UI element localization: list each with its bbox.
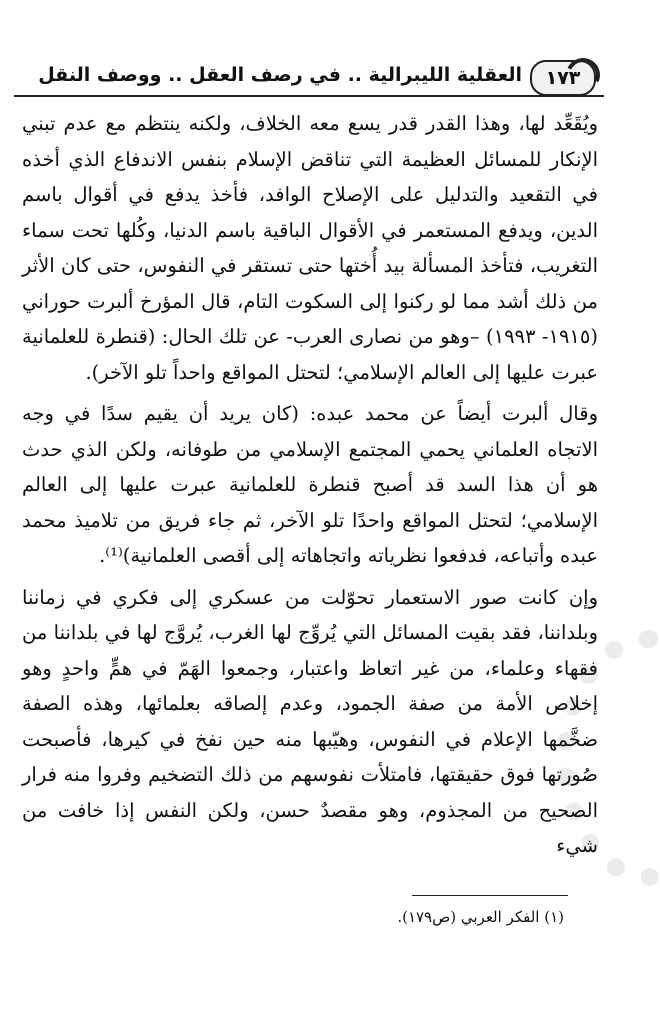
header-divider	[14, 95, 604, 97]
running-title: العقلية الليبرالية .. في رصف العقل .. ووصف النقل	[38, 64, 522, 86]
paragraph: ويُقَعِّد لها، وهذا القدر قدر يسع معه الخلاف، ولكنه ينتظم مع عدم تبني الإنكار للمسائل العظيمة التي تناقض الإسلام بنفس الاندفاع الذي أخذه في التقعيد والتدليل على الإصلاح الوافد، فأخذ يدفع في أقوال باسم الدين، ويدفع المستعمر في الأقوال الباقية باسم الدنيا، وكُلها تحت سماء التغريب، فتأخذ المسألة بيد أُختها حتى تستقر في النفوس، حتى كان الأثر من ذلك أشد مما لو ركنوا إلى السكوت التام، قال المؤرخ ألبرت حوراني (١٩١٥- ١٩٩٣) –وهو من نصارى العرب- عن تلك الحال: (قنطرة للعلمانية عبرت عليها إلى العالم الإسلامي؛ لتحتل المواقع واحداً تلو الآخر).	[22, 112, 598, 384]
paragraph: وقال ألبرت أيضاً عن محمد عبده: (كان يريد أن يقيم سدًا في وجه الاتجاه العلماني يحمي المجتمع الإسلامي من طوفانه، ولكن الذي حدث هو أن هذا السد قد أصبح قنطرة للعلمانية عبرت عليها إلى العالم الإسلامي؛ لتحتل المواقع واحدًا تلو الآخر، ثم جاء فريق من تلاميذ محمد عبده وأتباعه، فدفعوا نظرياته واتجاهاته إلى أقصى العلمانية)⁽¹⁾.	[22, 402, 598, 567]
footnote: (١) الفكر العربي (ص١٧٩).	[397, 908, 564, 926]
page-header	[14, 58, 604, 98]
footnote-divider	[412, 895, 568, 896]
page-number: ١٧٣	[545, 67, 581, 89]
paragraph: وإن كانت صور الاستعمار تحوّلت من عسكري إلى فكري في زماننا وبلداننا، فقد بقيت المسائل التي يُروِّج لها الغرب، يُروَّج لها في بلداننا من فقهاء وعلماء، من غير اتعاظ واعتبار، وجمعوا الهَمّ في همٍّ واحدٍ وهو إخلاص الأمة من صفة الجمود، وعدم إلصاقه بعلمائها، وهذه الصفة ضخَّمها الإعلام في النفوس، وهيّبها منه حين نفخ في كيرها، فأصبحت صُورتها فوق حقيقتها، فامتلأت نفوسهم من ذلك التضخيم وفروا منه فرار الصحيح من المجذوم، وهو مقصدٌ حسن، ولكن النفس إذا خافت من شيء	[22, 585, 598, 857]
page-number-badge	[530, 60, 596, 96]
ornament-swirl-icon	[561, 53, 605, 97]
body-text	[22, 106, 598, 864]
